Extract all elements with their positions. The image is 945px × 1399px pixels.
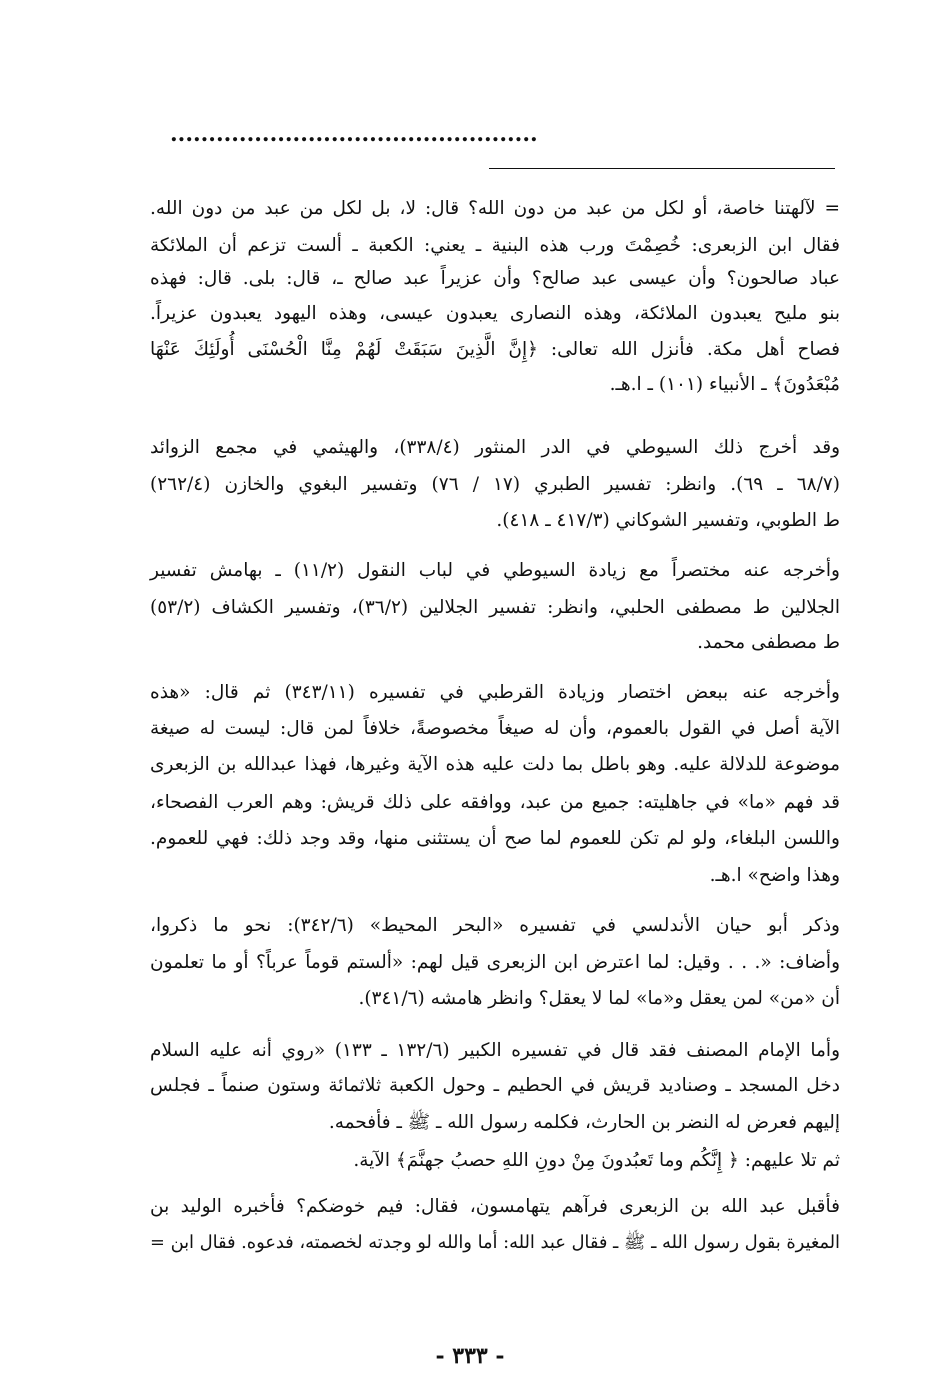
text-line: بنو مليح يعبدون الملائكة، وهذه النصارى يعبدون عيسى، وهذه اليهود يعبدون عزيراً. <box>150 303 840 324</box>
text-line: ط الطوبي، وتفسير الشوكاني (٤١٧/٣ ـ ٤١٨). <box>496 510 840 531</box>
text-line: واللسن البلغاء، ولو لم تكن للعموم لما صح أن يستثنى منها، وقد وجد ذلك: فهي للعموم. <box>150 828 840 849</box>
page-number: - ٣٣٣ - <box>435 1343 505 1369</box>
text-line: وأخرجه عنه ببعض اختصار وزيادة القرطبي في تفسيره (٣٤٣/١١) ثم قال: «هذه <box>150 682 840 703</box>
text-line: المغيرة بقول رسول الله ـ ﷺ ـ فقال عبد الله: أما والله لو وجدته لخصمته، فدعوه. فقال ابن = <box>150 1233 840 1253</box>
dotted-separator: ................................................ <box>170 121 538 147</box>
text-line: عباد صالحون؟ وأن عيسى عبد صالح؟ وأن عزيراً عبد صالح ـ، قال: بلى. قال: فهذه <box>150 268 840 289</box>
text-line: فصاح أهل مكة. فأنزل الله تعالى: ﴿إِنَّ الَّذِينَ سَبَقَتْ لَهُمْ مِنَّا الْحُسْنَى أُولَئِكَ عَنْهَا <box>150 339 840 360</box>
text-line: قد فهم «ما» في جاهليته: جميع من عبد، ووافقه على ذلك قريش: وهم العرب الفصحاء، <box>150 792 840 813</box>
text-line: الجلالين ط مصطفى الحلبي، وانظر: تفسير الجلالين (٣٦/٢)، وتفسير الكشاف (٥٣/٢) <box>150 597 840 618</box>
text-line: وقد أخرج ذلك السيوطي في الدر المنثور (٣٣٨/٤)، والهيثمي في مجمع الزوائد <box>150 437 841 458</box>
text-line: وهذا واضح» ا.هـ. <box>709 865 840 886</box>
text-line: موضوعة للدلالة عليه. وهو باطل بما دلت عليه هذه الآية وغيرها، فهذا عبدالله بن الزبعرى <box>150 754 840 775</box>
text-line: إليهم فعرض له النضر بن الحارث، فكلمه رسول الله ـ ﷺ ـ فأفحمه. <box>328 1112 840 1133</box>
text-line: وأضاف: «. . . وقيل: لما اعترض ابن الزبعرى قيل لهم: «ألستم قوماً عرباً؟ أو ما تعلمون <box>150 952 840 973</box>
text-line: فقال ابن الزبعرى: خُصِمْتَ ورب هذه البنية ـ يعني: الكعبة ـ ألست تزعم أن الملائكة <box>150 235 840 256</box>
text-line: وأما الإمام المصنف فقد قال في تفسيره الكبير (١٣٢/٦ ـ ١٣٣) «روي أنه عليه السلام <box>150 1040 840 1061</box>
text-line: مُبْعَدُونَ﴾ ـ الأنبياء (١٠١) ـ ا.هـ. <box>609 374 840 395</box>
text-line: دخل المسجد ـ وصناديد قريش في الحطيم ـ وحول الكعبة ثلاثمائة وستون صنماً ـ فجلس <box>150 1075 840 1096</box>
text-line: ط مصطفى محمد. <box>697 632 840 653</box>
text-line: وأخرجه عنه مختصراً مع زيادة السيوطي في لباب النقول (١١/٢) ـ بهامش تفسير <box>150 560 840 581</box>
footnote-rule <box>489 168 835 169</box>
text-line: وذكر أبو حيان الأندلسي في تفسيره «البحر المحيط» (٣٤٢/٦): نحو ما ذكروا، <box>150 915 840 936</box>
text-line: = لآلهتنا خاصة، أو لكل من عبد من دون الله؟ قال: لا، بل لكل من عبد من دون الله. <box>150 198 840 219</box>
text-line: فأقبل عبد الله بن الزبعرى فرآهم يتهامسون، فقال: فيم خوضكم؟ فأخبره الوليد بن <box>150 1196 840 1217</box>
text-line: أن «من» لمن يعقل و«ما» لما لا يعقل؟ وانظر هامشه (٣٤١/٦). <box>358 988 840 1009</box>
text-line: الآية أصل في القول بالعموم، وأن له صيغاً مخصوصةً، خلافاً لمن قال: ليست له صيغة <box>150 718 840 739</box>
text-line: (٦٨/٧ ـ ٦٩). وانظر: تفسير الطبري (١٧ / ٧٦) وتفسير البغوي والخازن (٢٦٢/٤) <box>150 474 840 495</box>
text-line: ثم تلا عليهم: ﴿ إِنَّكُم وما تَعبُدونَ مِنْ دونِ اللهِ حصبُ جهنَّمَ﴾ الآية. <box>353 1150 840 1171</box>
